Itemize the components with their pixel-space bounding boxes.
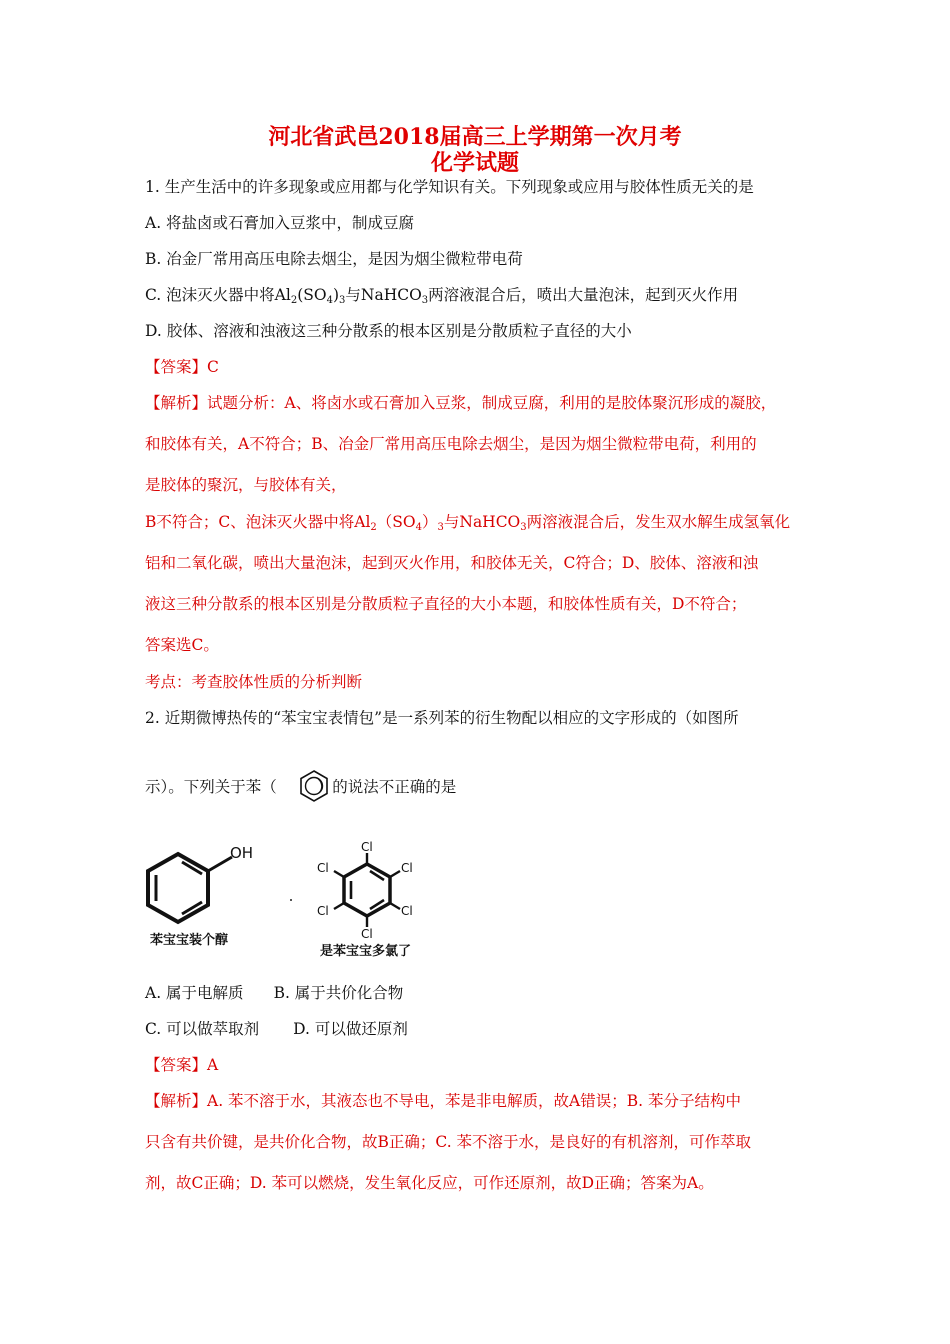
q2-options-row-2 bbox=[145, 1019, 408, 1039]
q1-option-c-text: 两溶液混合后，喷出大量泡沫，起到灭火作用 bbox=[428, 286, 739, 304]
q2-option-c: C. 可以做萃取剂 bbox=[145, 1020, 260, 1038]
hexachloro-caption: 是苯宝宝多氯了 bbox=[320, 944, 412, 959]
q1-option-c-text: 与NaHCO bbox=[345, 286, 422, 304]
q2-stem-text: 示）。下列关于苯（ bbox=[145, 778, 277, 796]
q1-option-c-sub: 4 bbox=[326, 295, 333, 306]
q2-analysis-line: 【解析】A. 苯不溶于水，其液态也不导电，苯是非电解质，故A错误；B. 苯分子结构中 bbox=[145, 1092, 741, 1110]
q1-option-c-sub: 3 bbox=[339, 295, 346, 306]
q2-option-a: A. 属于电解质 bbox=[145, 984, 244, 1002]
q1-analysis-line: 是胶体的聚沉，与胶体有关， bbox=[145, 476, 347, 494]
q1-analysis-sub: 3 bbox=[437, 522, 444, 533]
q1-stem: 1. 生产生活中的许多现象或应用都与化学知识有关。下列现象或应用与胶体性质无关的是 bbox=[145, 178, 754, 196]
q1-option-c-text: C. 泡沫灭火器中将Al bbox=[145, 286, 291, 304]
q2-options-row-1 bbox=[145, 983, 403, 1003]
cl-label: Cl bbox=[361, 927, 373, 941]
q1-option-c-sub: 3 bbox=[421, 295, 429, 306]
q1-analysis-text: B不符合；C、泡沫灭火器中将Al bbox=[145, 513, 371, 531]
q1-analysis-text: 两溶液混合后，发生双水解生成氢氧化 bbox=[526, 513, 791, 531]
q2-stem-text: ）的说法不正确的是 bbox=[316, 778, 457, 796]
q2-stem: 2. 近期微博热传的“苯宝宝表情包”是一系列苯的衍生物配以相应的文字形成的（如图所 bbox=[145, 709, 739, 727]
q2-analysis-line: 只含有共价键，是共价化合物，故B正确；C. 苯不溶于水，是良好的有机溶剂，可作萃取 bbox=[145, 1133, 752, 1151]
phenol-caption: 苯宝宝装个醇 bbox=[150, 933, 229, 948]
hexachlorobenzene-structure bbox=[300, 838, 440, 962]
q1-analysis-text: 与NaHCO bbox=[443, 513, 521, 531]
q1-analysis-sub: 3 bbox=[520, 522, 527, 533]
q1-analysis-line: 液这三种分散系的根本区别是分散质粒子直径的大小本题，和胶体性质有关，D不符合； bbox=[145, 595, 747, 613]
q1-answer: 【答案】C bbox=[145, 358, 219, 376]
q1-analysis-text: （SO bbox=[376, 513, 416, 531]
cl-label: Cl bbox=[401, 861, 413, 875]
benzene-icon bbox=[297, 769, 331, 803]
stray-dot bbox=[290, 899, 292, 901]
phenol-oh-label: OH bbox=[230, 844, 254, 862]
q1-analysis-sub: 4 bbox=[415, 522, 422, 533]
q2-answer: 【答案】A bbox=[145, 1056, 219, 1074]
phenol-structure bbox=[140, 838, 270, 950]
q1-option-c-sub: 2 bbox=[290, 295, 298, 306]
q1-analysis-line: 【解析】试题分析：A、将卤水或石膏加入豆浆，制成豆腐，利用的是胶体聚沉形成的凝胶， bbox=[145, 394, 777, 412]
q2-option-d: D. 可以做还原剂 bbox=[293, 1020, 408, 1038]
cl-label: Cl bbox=[317, 861, 329, 875]
q1-option-b: B. 冶金厂常用高压电除去烟尘，是因为烟尘微粒带电荷 bbox=[145, 250, 523, 268]
cl-label: Cl bbox=[317, 904, 329, 918]
q1-option-c-text: ) bbox=[332, 286, 340, 304]
q1-analysis-line: 铝和二氧化碳，喷出大量泡沫，起到灭火作用，和胶体无关，C符合；D、胶体、溶液和浊 bbox=[145, 554, 759, 572]
q1-analysis-line bbox=[145, 512, 790, 538]
q1-option-a: A. 将盐卤或石膏加入豆浆中，制成豆腐 bbox=[145, 214, 415, 232]
q1-kaodian: 考点：考查胶体性质的分析判断 bbox=[145, 673, 363, 691]
document-subtitle: 化学试题 bbox=[430, 150, 519, 176]
cl-label: Cl bbox=[401, 904, 413, 918]
document-title: 河北省武邑2018届高三上学期第一次月考 bbox=[268, 124, 682, 150]
q2-analysis-line: 剂，故C正确；D. 苯可以燃烧，发生氧化反应，可作还原剂，故D正确；答案为A。 bbox=[145, 1174, 714, 1192]
q2-option-b: B. 属于共价化合物 bbox=[273, 984, 404, 1002]
q1-analysis-sub: 2 bbox=[370, 522, 377, 533]
q1-analysis-text: ） bbox=[421, 513, 438, 531]
q1-analysis-line: 答案选C。 bbox=[145, 636, 219, 654]
q1-option-c-text: (SO bbox=[297, 286, 327, 304]
cl-label: Cl bbox=[361, 840, 373, 854]
q1-option-c bbox=[145, 285, 738, 311]
q1-analysis-line: 和胶体有关，A不符合；B、冶金厂常用高压电除去烟尘，是因为烟尘微粒带电荷，利用的 bbox=[145, 435, 757, 453]
q1-option-d: D. 胶体、溶液和浊液这三种分散系的根本区别是分散质粒子直径的大小 bbox=[145, 322, 632, 340]
